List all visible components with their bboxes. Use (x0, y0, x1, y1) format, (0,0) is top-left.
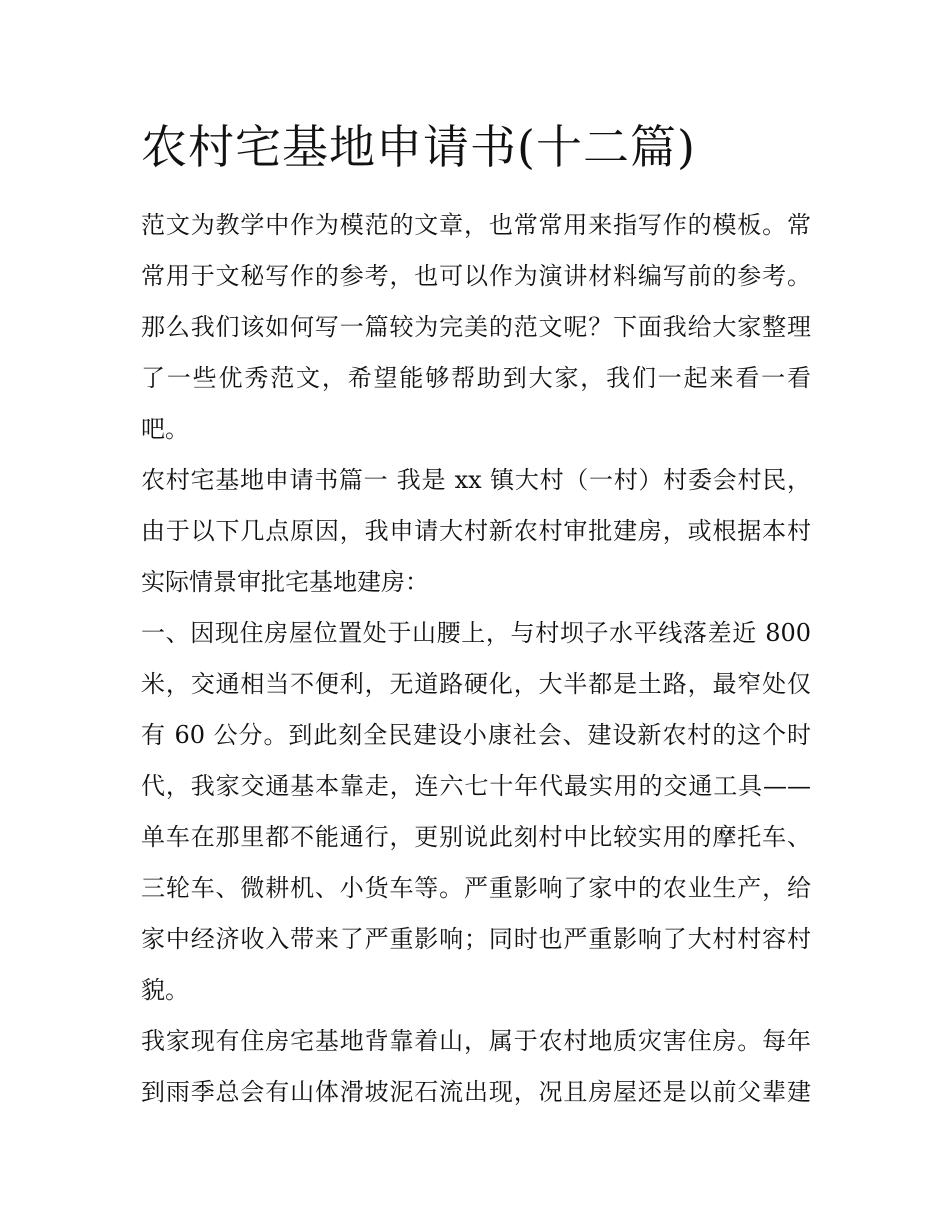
text-line: 吧。 (141, 415, 189, 443)
text-line: 到雨季总会有山体滑坡泥石流出现，况且房屋还是以前父辈建 (141, 1078, 811, 1106)
text-line: 三轮车、微耕机、小货车等。严重影响了家中的农业生产，给 (141, 874, 811, 902)
text-line: 代，我家交通基本靠走，连六七十年代最实用的交通工具—— (141, 772, 811, 800)
document-body (141, 200, 811, 1118)
text-line: 那么我们该如何写一篇较为完美的范文呢？下面我给大家整理 (141, 313, 811, 341)
text-line: 米，交通相当不便利，无道路硬化，大半都是土路，最窄处仅 (141, 670, 811, 698)
text-line: 家中经济收入带来了严重影响；同时也严重影响了大村村容村 (141, 925, 811, 953)
text-line: 由于以下几点原因，我申请大村新农村审批建房，或根据本村 (141, 517, 811, 545)
text-line: 农村宅基地申请书篇一 我是 xx 镇大村（一村）村委会村民， (141, 466, 811, 494)
text-line: 一、因现住房屋位置处于山腰上，与村坝子水平线落差近 800 (141, 619, 811, 647)
document-title: 农村宅基地申请书(十二篇) (141, 120, 696, 174)
text-line: 常用于文秘写作的参考，也可以作为演讲材料编写前的参考。 (141, 262, 811, 290)
text-line: 单车在那里都不能通行，更别说此刻村中比较实用的摩托车、 (141, 823, 811, 851)
text-line: 有 60 公分。到此刻全民建设小康社会、建设新农村的这个时 (141, 721, 811, 749)
text-line: 了一些优秀范文，希望能够帮助到大家，我们一起来看一看 (141, 364, 811, 392)
text-line: 貌。 (141, 976, 189, 1004)
text-line: 范文为教学中作为模范的文章，也常常用来指写作的模板。常 (141, 211, 811, 239)
text-line: 我家现有住房宅基地背靠着山，属于农村地质灾害住房。每年 (141, 1027, 811, 1055)
text-line: 实际情景审批宅基地建房： (141, 568, 429, 596)
